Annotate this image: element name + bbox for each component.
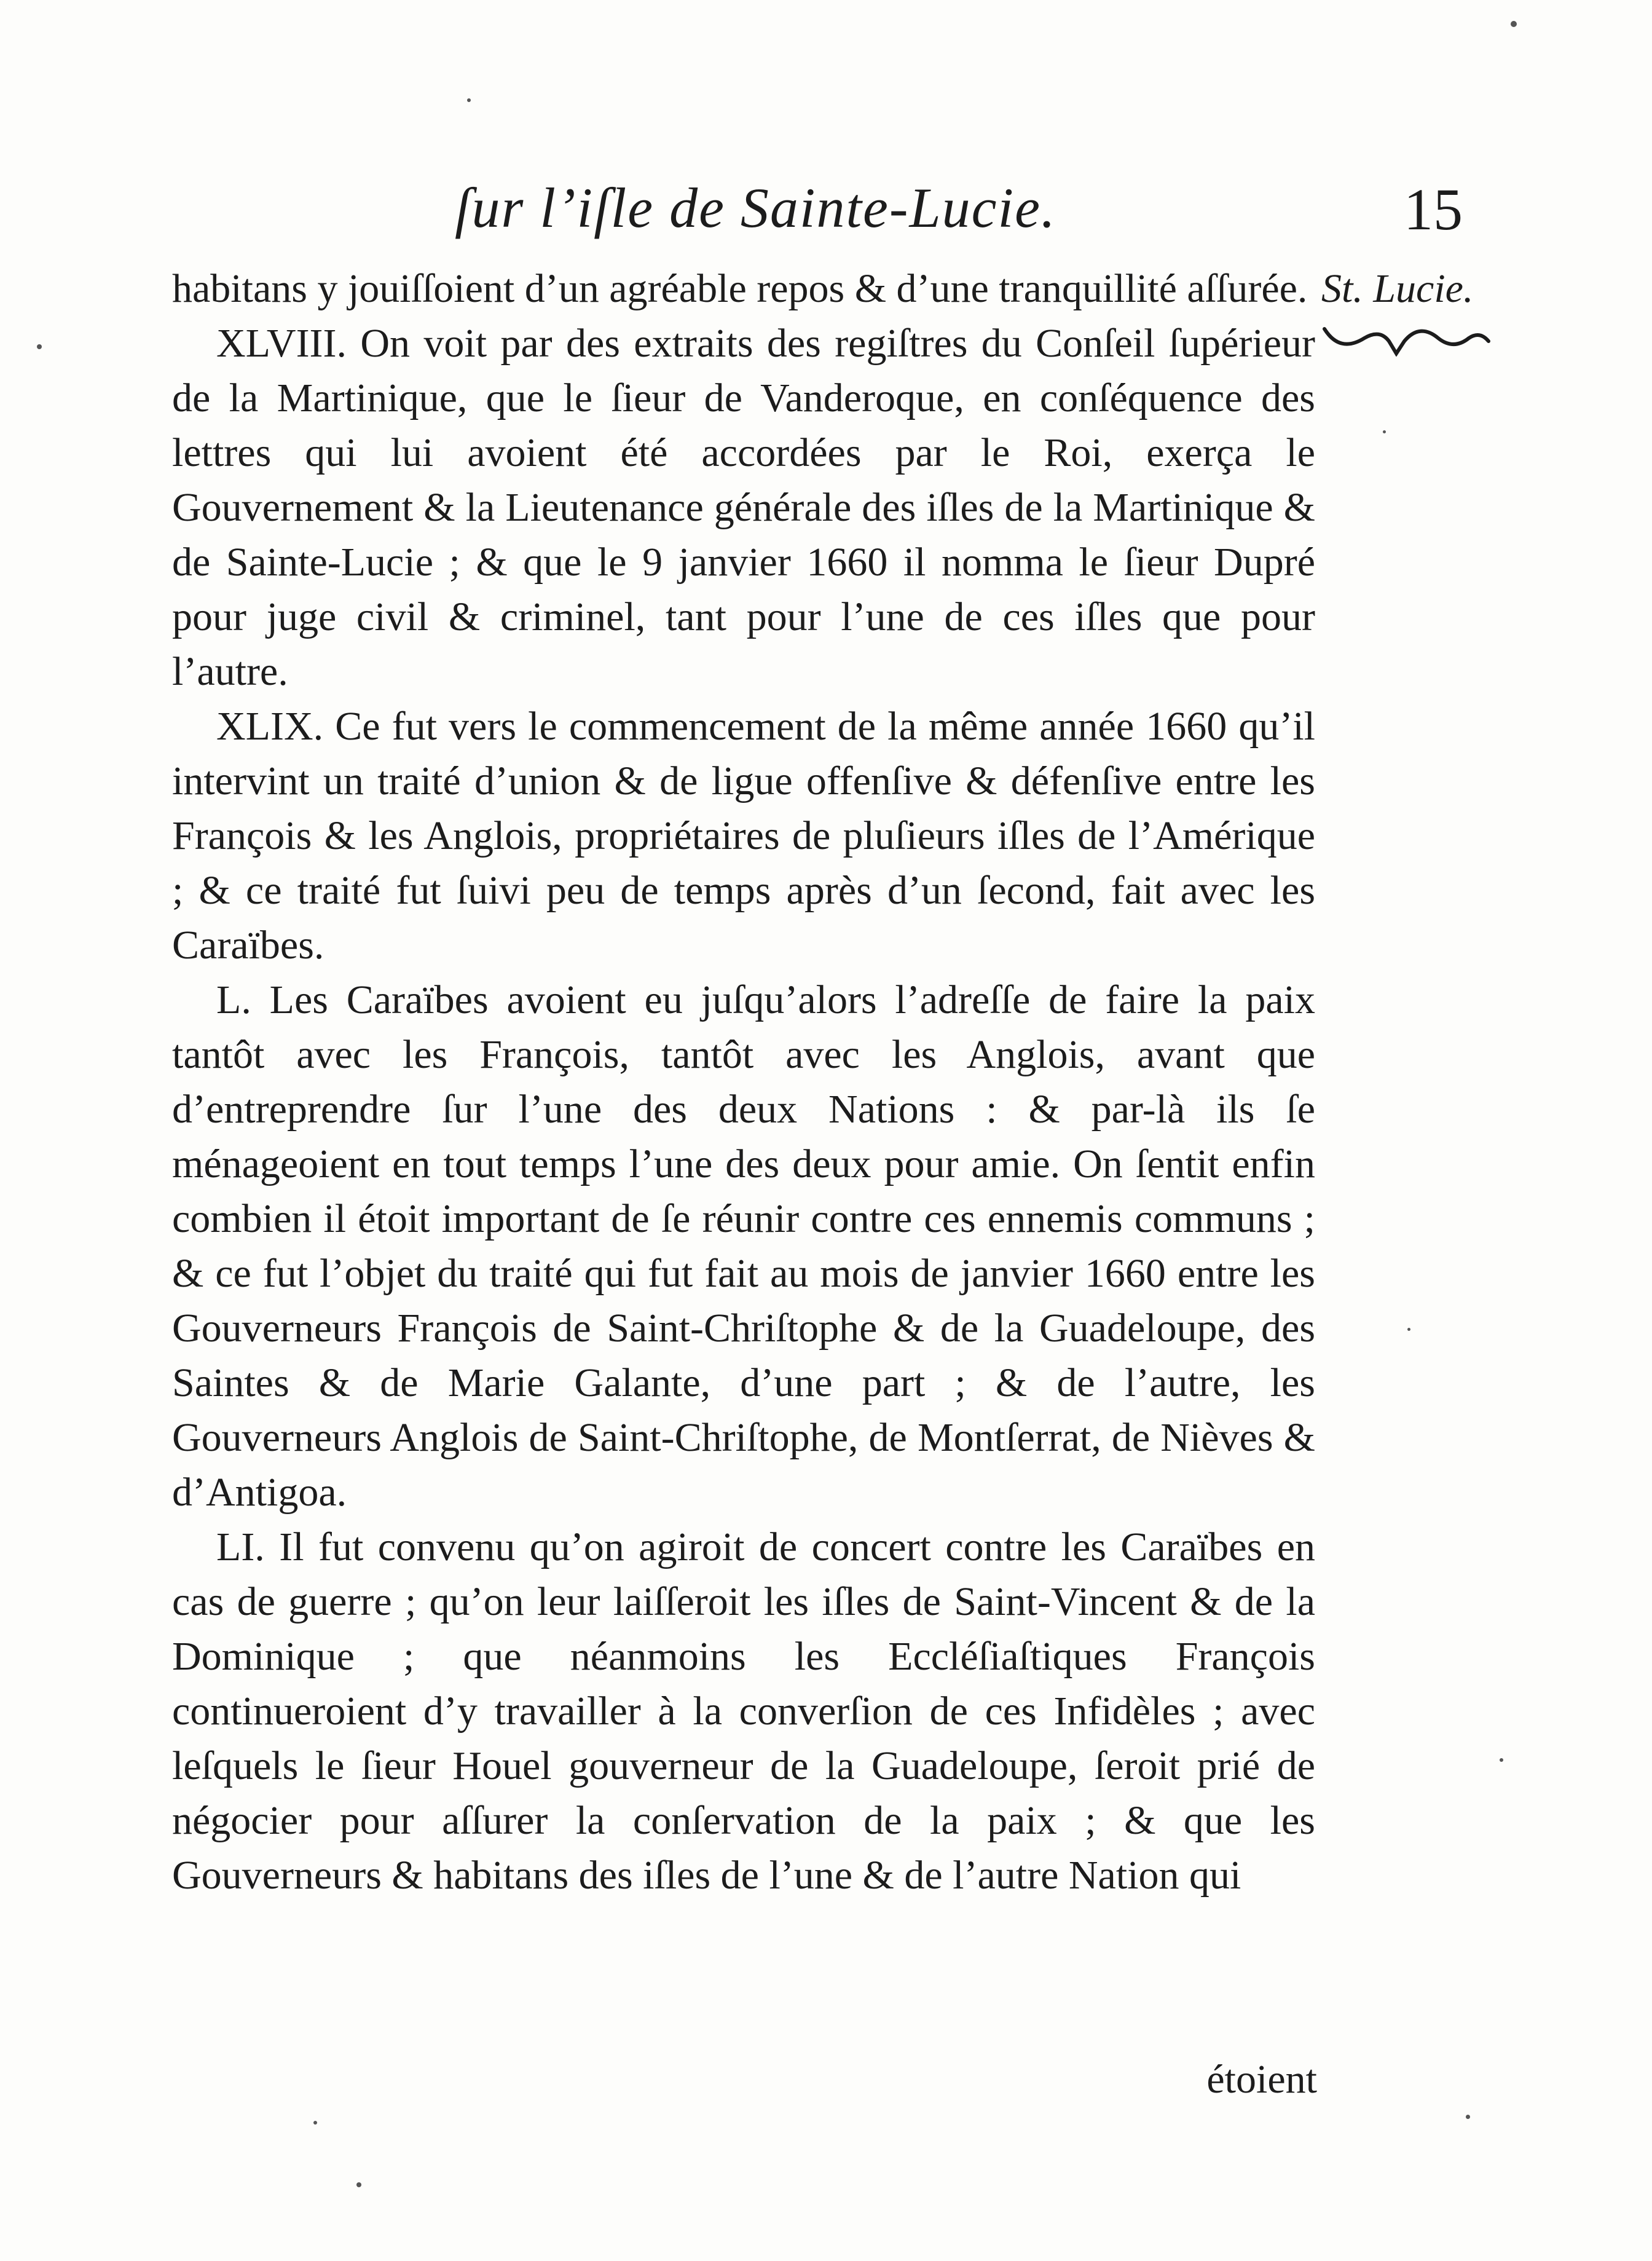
scan-speck xyxy=(37,344,42,349)
page-number: 15 xyxy=(1404,176,1463,242)
running-head xyxy=(172,175,1463,243)
scan-speck xyxy=(1383,430,1386,433)
margin-note: St. Lucie. xyxy=(1321,266,1474,311)
scan-speck xyxy=(1500,1758,1503,1762)
paragraph-continued: habitans y jouiſſoient d’un agréable repos & d’une tranquillité aſſurée. xyxy=(172,266,1308,311)
paragraph-li: LI. Il fut convenu qu’on agiroit de concert contre les Caraïbes en cas de guerre ; qu’on leur laiſſeroit les iſles de Saint-Vincent & de la Dominique ; que néanmoins les Eccléſiaſtiques François continueroient d’y travailler à la converſion de ces Infidèles ; avec leſquels le ſieur Houel gouverneur de la Guadeloupe, ſeroit prié de négocier pour aſſurer la conſervation de la paix ; & que les Gouverneurs & habitans des iſles de l’une & de l’autre Nation qui xyxy=(172,1525,1315,1898)
scan-speck xyxy=(467,98,471,102)
paragraph-l: L. Les Caraïbes avoient eu juſqu’alors l’adreſſe de faire la paix tantôt avec les François, tantôt avec les Anglois, avant que d’entreprendre ſur l’une des deux Nations : & par-là ils ſe ménageoient en tout temps l’une des deux pour amie. On ſentit enfin combien il étoit important de ſe réunir contre ces ennemis communs ; & ce fut l’objet du traité qui fut fait au mois de janvier 1660 entre les Gouverneurs François de Saint-Chriſtophe & de la Guadeloupe, des Saintes & de Marie Galante, d’une part ; & de l’autre, les Gouverneurs Anglois de Saint-Chriſtophe, de Montſerrat, de Nièves & d’Antigoa. xyxy=(172,977,1315,1515)
margin-flourish-ornament xyxy=(1321,320,1493,357)
running-title: ſur l’iſle de Sainte-Lucie. xyxy=(455,176,1056,239)
scan-speck xyxy=(1511,21,1517,27)
scan-speck xyxy=(313,2121,317,2125)
scan-speck xyxy=(356,2182,361,2187)
catchword: étoient xyxy=(1206,2057,1317,2102)
paragraph-xlviii: XLVIII. On voit par des extraits des regiſtres du Conſeil ſupérieur de la Martinique, que le ſieur de Vanderoque, en conſéquence des lettres qui lui avoient été accordées par le Roi, exerça le Gouvernement & la Lieutenance générale des iſles de la Martinique & de Sainte-Lucie ; & que le 9 janvier 1660 il nomma le ſieur Dupré pour juge civil & criminel, tant pour l’une de ces iſles que pour l’autre. xyxy=(172,321,1315,694)
scan-speck xyxy=(1466,2115,1470,2119)
scan-speck xyxy=(1407,1328,1410,1331)
body-text xyxy=(172,261,1315,1903)
paragraph-xlix: XLIX. Ce fut vers le commencement de la même année 1660 qu’il intervint un traité d’union & de ligue offenſive & défenſive entre les François & les Anglois, propriétaires de pluſieurs iſles de l’Amérique ; & ce traité fut ſuivi peu de temps après d’un ſecond, fait avec les Caraïbes. xyxy=(172,704,1315,968)
